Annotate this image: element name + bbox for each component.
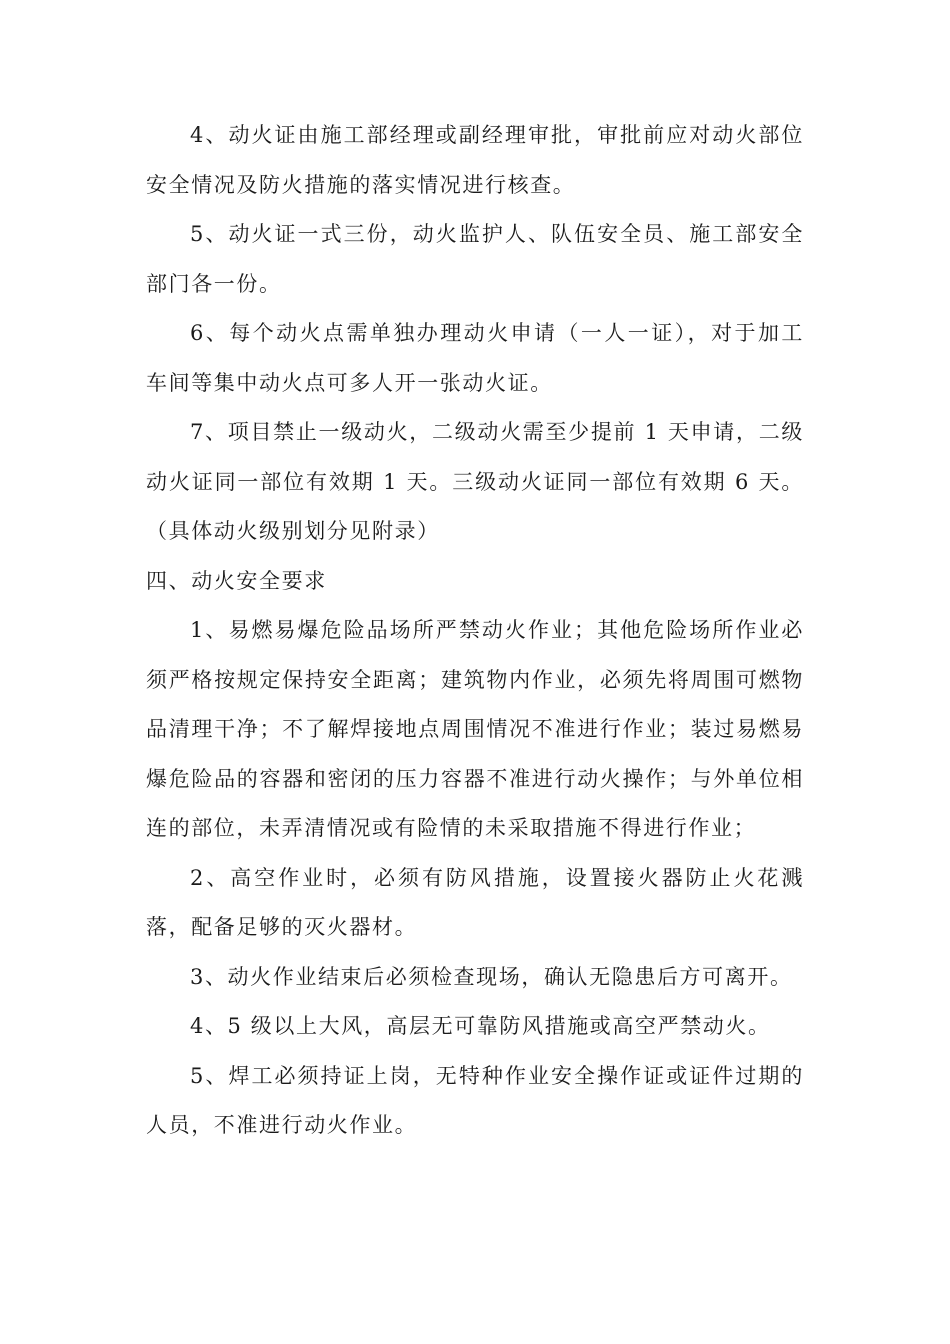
paragraph-item-6-application: 6、每个动火点需单独办理动火申请（一人一证），对于加工车间等集中动火点可多人开一张动火证。 xyxy=(146,321,804,395)
paragraph-item-4-approval: 4、动火证由施工部经理或副经理审批，审批前应对动火部位安全情况及防火措施的落实情况进行核查。 xyxy=(146,123,804,197)
paragraph-item-5-copies: 5、动火证一式三份，动火监护人、队伍安全员、施工部安全部门各一份。 xyxy=(146,222,804,296)
paragraph-safety-5: 5、焊工必须持证上岗，无特种作业安全操作证或证件过期的人员，不准进行动火作业。 xyxy=(146,1063,804,1137)
paragraph-safety-1: 1、易燃易爆危险品场所严禁动火作业；其他危险场所作业必须严格按规定保持安全距离；建筑物内作业，必须先将周围可燃物品清理干净；不了解焊接地点周围情况不准进行作业；装过易燃易爆危险品的容器和密闭的压力容器不准进行动火操作；与外单位相连的部位，未弄清情况或有险情的未采取措施不得进行作业； xyxy=(146,618,804,840)
paragraph-safety-2: 2、高空作业时，必须有防风措施，设置接火器防止火花溅落，配备足够的灭火器材。 xyxy=(146,865,804,939)
document-body xyxy=(146,111,804,1151)
paragraph-safety-4: 4、5 级以上大风，高层无可靠防风措施或高空严禁动火。 xyxy=(190,1014,771,1038)
paragraph-item-7-validity: 7、项目禁止一级动火，二级动火需至少提前 1 天申请，二级动火证同一部位有效期 1 天。三级动火证同一部位有效期 6 天。（具体动火级别划分见附录） xyxy=(146,420,804,543)
section-heading-safety-requirements: 四、动火安全要求 xyxy=(146,568,327,593)
paragraph-safety-3: 3、动火作业结束后必须检查现场，确认无隐患后方可离开。 xyxy=(190,964,793,989)
